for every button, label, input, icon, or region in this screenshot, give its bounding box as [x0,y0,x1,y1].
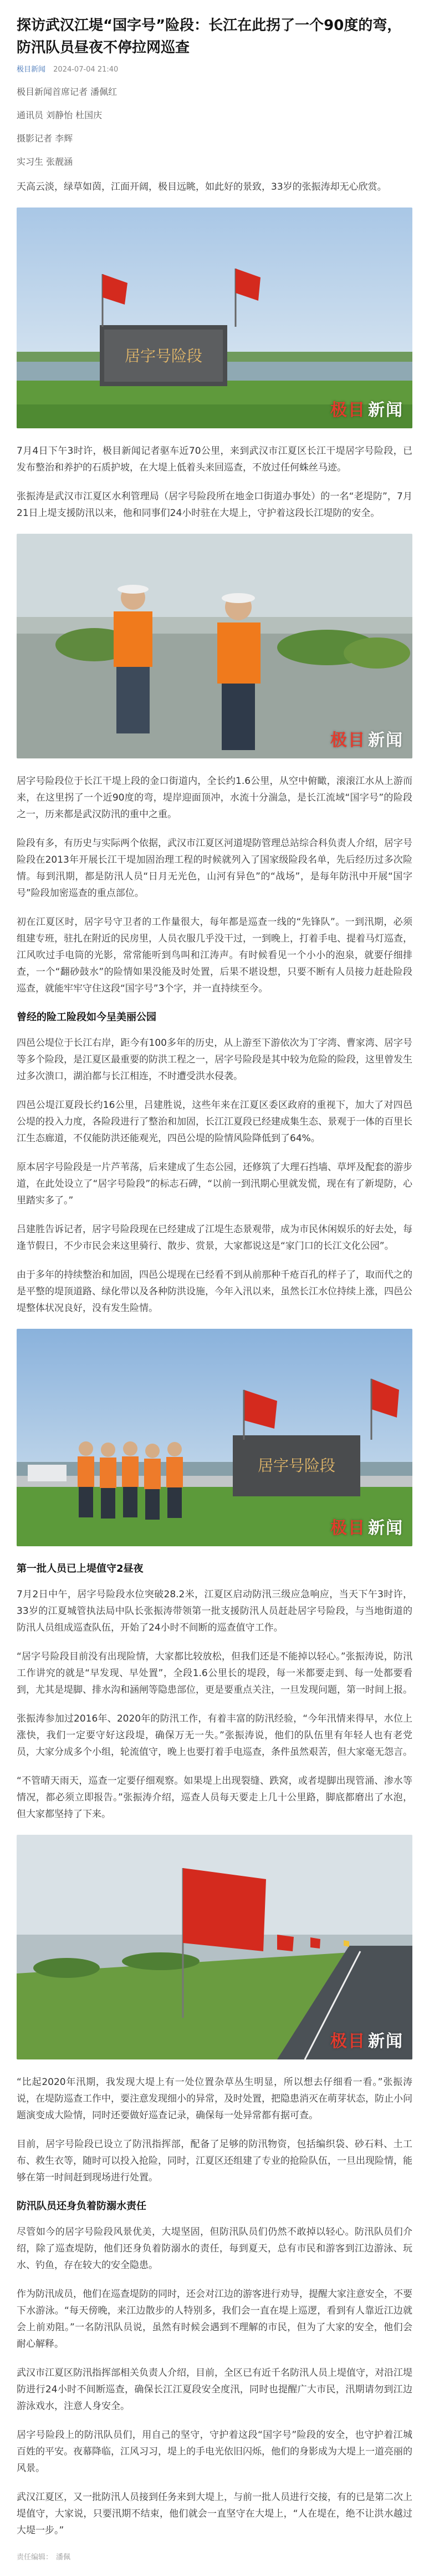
paragraph: 武汉江夏区，又一批防汛人员接到任务来到大堤上，与前一批人员进行交接，有的已是第二次上堤值守，大家说，只要汛期不结束，他们就会一直坚守在大堤上，“人在堤在，绝不让洪水越过大堤一步。” [17,2492,412,2536]
monument-sign-text: 居字号险段 [124,347,203,365]
paragraph: 由于多年的持续整治和加固，四邑公堤现在已经看不到从前那种千疮百孔的样子了，取而代之的是平整的堤顶道路、绿化带以及各种防洪设施，今年入汛以来，虽然长江水位持续上涨，四邑公堤整体状况良好，没有发生险情。 [17,1269,412,1314]
paragraph: 原本居字号险段是一片芦苇荡，后来建成了生态公园，还修筑了大理石挡墙、草坪及配套的游步道，在此处设立了“居字号险段”的标志石碑，“以前一到汛期心里就发慌，现在有了新堤防，心里踏实多了。” [17,1162,412,1206]
paragraph: 吕建胜告诉记者，居字号险段现在已经建成了江堤生态景观带，成为市民休闲娱乐的好去处，每逢节假日，不少市民会来这里骑行、散步、赏景，大家都说这是“家门口的长江文化公园”。 [17,1224,412,1252]
photo-inspectors [17,534,412,758]
credit-line: 通讯员 刘静怡 杜国庆 [17,110,103,120]
paragraph: 初在江夏区时，居字号守卫者的工作量很大，每年都是巡查一线的“先锋队”。一到汛期，必须组建专班，驻扎在附近的民房里，人员衣服几乎没干过，一到晚上，打着手电、提着马灯巡查，江风吹过手电筒的光影，常常能听到鸟叫和江涛声。有时候看见一个小小的泡泉，就要仔细排查，一个“翻砂鼓水”的险情如果没能及时处置，后果不堪设想，只要不断有人员接力赶赴险段巡查，就能牢牢守住这段“国字号”3个字，并一直持续至今。 [17,917,412,994]
paragraph: 张振涛参加过2016年、2020年的防汛工作，有着丰富的防汛经验，“今年汛情来得早，水位上涨快，我们一定要守好这段堤，确保万无一失。”张振涛说，他们的队伍里有年轻人也有老党员，大家分成多个小组，轮流值守，晚上也要打着手电巡查，条件虽然艰苦，但大家毫无怨言。 [17,1713,412,1758]
paragraph: 武汉市江夏区防汛指挥部相关负责人介绍，目前，全区已有近千名防汛人员上堤值守，对沿江堤防进行24小时不间断巡查，确保长江江夏段安全度汛，同时也提醒广大市民，汛期请勿到江边游泳戏水，注意人身安全。 [17,2367,412,2412]
paragraph: “居字号险段目前没有出现险情，大家都比较放松，但我们还是不能掉以轻心。”张振涛说，防汛工作讲究的就是“早发现、早处置”，全段1.6公里长的堤段，每一米都要走到、每一处都要看到，尤其是堤脚、排水沟和涵闸等隐患部位，更是要重点关注，一旦发现问题，第一时间上报。 [17,1651,412,1696]
section-heading: 第一批人员已上堤值守2昼夜 [17,1563,144,1575]
article-title: 探访武汉江堤“国字号”险段：长江在此拐了一个90度的弯，防汛队员昼夜不停拉网巡查 [17,17,402,56]
paragraph: 居字号险段位于长江干堤上段的金口街道内，全长约1.6公里，从空中俯瞰，滚滚江水从上游而来，在这里拐了一个近90度的弯，堤岸迎面顶冲，水流十分湍急，是长江流域“国字号”的险段之一，历来都是武汉防汛的重中之重。 [17,776,412,820]
paragraph: 张振涛是武汉市江夏区水利管理局（居字号险段所在地金口街道办事处）的一名“老堤防”，7月21日上堤支援防汛以来，他和同事们24小时驻在大堤上，守护着这段长江堤防的安全。 [17,491,412,519]
monument-sign-text: 居字号险段 [257,1456,336,1475]
publish-date: 2024-07-04 21:40 [53,65,119,74]
source-link[interactable]: 极目新闻 [17,65,46,74]
paragraph: 尽管如今的居字号险段风景优美，大堤坚固，但防汛队员们仍然不敢掉以轻心。防汛队员们介绍，除了巡查堤防，他们还身负着防溺水的责任，每到夏天，总有市民和游客到江边游泳、玩水、钓鱼，存在较大的安全隐患。 [17,2226,412,2271]
watermark-logo: 极目 新闻 [330,731,404,750]
watermark-logo: 极目 新闻 [330,2032,404,2051]
credit-line: 实习生 张靓涵 [17,156,73,167]
editor-label: 责任编辑： [17,2553,53,2562]
watermark-logo: 极目 新闻 [330,1519,404,1538]
paragraph: “不管晴天雨天，巡查一定要仔细观察。如果堤上出现裂缝、跌窝，或者堤脚出现管涌、渗水等情况，都必须立即报告。”张振涛介绍，巡查人员每天要走上几十公里路，脚底都磨出了水泡，但大家都坚持了下来。 [17,1775,412,1820]
paragraph: 目前，居字号险段已设立了防汛指挥部，配备了足够的防汛物资，包括编织袋、砂石料、土工布、救生衣等，随时可以投入抢险，同时，江夏区还组建了专业的抢险队伍，一旦出现险情，能够在第一时间赶到现场进行处置。 [17,2139,412,2183]
paragraph: 7月2日中午，居字号险段水位突破28.2米，江夏区启动防汛三级应急响应，当天下午3时许，33岁的江夏城管执法局中队长张振涛带领第一批支援防汛人员赶赴居字号险段，与当地街道的防汛人员组成巡查队伍，开始了24小时不间断的巡查值守工作。 [17,1589,412,1633]
photo-flags [17,1835,412,2059]
section-heading: 防汛队员还身负着防溺水责任 [17,2200,146,2212]
credits [17,85,412,169]
editor-footer [17,2551,412,2573]
paragraph: 7月4日下午3时许，极目新闻记者驱车近70公里，来到武汉市江夏区长江干堤居字号险段，已发布整治和养护的石质护坡，在大堤上低着头来回巡查，不放过任何蛛丝马迹。 [17,446,412,473]
article-meta [17,63,412,73]
paragraph: 险段有多，有历史与实际两个依据，武汉市江夏区河道堤防管理总站综合科负责人介绍，居字号险段在2013年开展长江干堤加固治理工程的时候就列入了国家级险段名单，先后经历过多次险情。每到汛期，都是防汛人员“日月无光色，山河有异色”的“战场”，是每年防汛中开展“国字号”险段加密巡查的重点部位。 [17,838,412,899]
paragraph: 四邑公堤位于长江右岸，距今有100多年的历史，从上游至下游依次为丁字湾、曹家湾、居字号等多个险段，是江夏区最重要的防洪工程之一，居字号险段是其中较为危险的险段，这里曾发生过多次溃口，湖泊都与长江相连，不时遭受洪水侵袭。 [17,1038,412,1082]
lead-paragraph: 天高云淡，绿草如茵，江面开阔，极目远眺，如此好的景致，33岁的张振涛却无心欣赏。 [17,181,387,193]
credit-line: 极目新闻首席记者 潘佩红 [17,87,118,97]
credit-line: 摄影记者 李辉 [17,133,73,144]
photo-monument [17,208,412,428]
watermark-logo: 极目 新闻 [330,401,404,420]
paragraph: 作为防汛成员，他们在巡查堤防的同时，还会对江边的游客进行劝导，提醒大家注意安全，不要下水游泳。“每天傍晚，来江边散步的人特别多，我们会一直在堤上巡逻，看到有人靠近江边就会上前劝阻。”一名防汛队员说，虽然有时候会遇到不理解的市民，但为了大家的安全，他们会耐心解释。 [17,2289,412,2350]
editor-name: 潘佩 [56,2553,71,2562]
photo-team [17,1329,412,1546]
paragraph: 四邑公堤江夏段长约16公里，吕建胜说，这些年来在江夏区委区政府的重视下，加大了对四邑公堤的投入力度，各险段进行了整治和加固，长江江夏段已经建成集生态、景观于一体的百里长江生态廊道，不仅能防洪还能观光，四邑公堤的险情风险降低到了64%。 [17,1100,412,1144]
paragraph: “比起2020年汛期，我发现大堤上有一处位置杂草丛生明显，所以想去仔细看一看。”张振涛说，在堤防巡查工作中，要注意发现细小的异常，及时处置，把隐患消灭在萌芽状态，防止小问题演变成大险情，同时还要做好巡查记录，确保每一处异常都有据可查。 [17,2077,412,2121]
paragraph: 居字号险段上的防汛队员们，用自己的坚守，守护着这段“国字号”险段的安全，也守护着江城百姓的平安。夜幕降临，江风习习，堤上的手电光依旧闪烁，他们的身影成为大堤上一道亮丽的风景。 [17,2430,412,2474]
section-heading: 曾经的险工险段如今呈美丽公园 [17,1011,156,1023]
